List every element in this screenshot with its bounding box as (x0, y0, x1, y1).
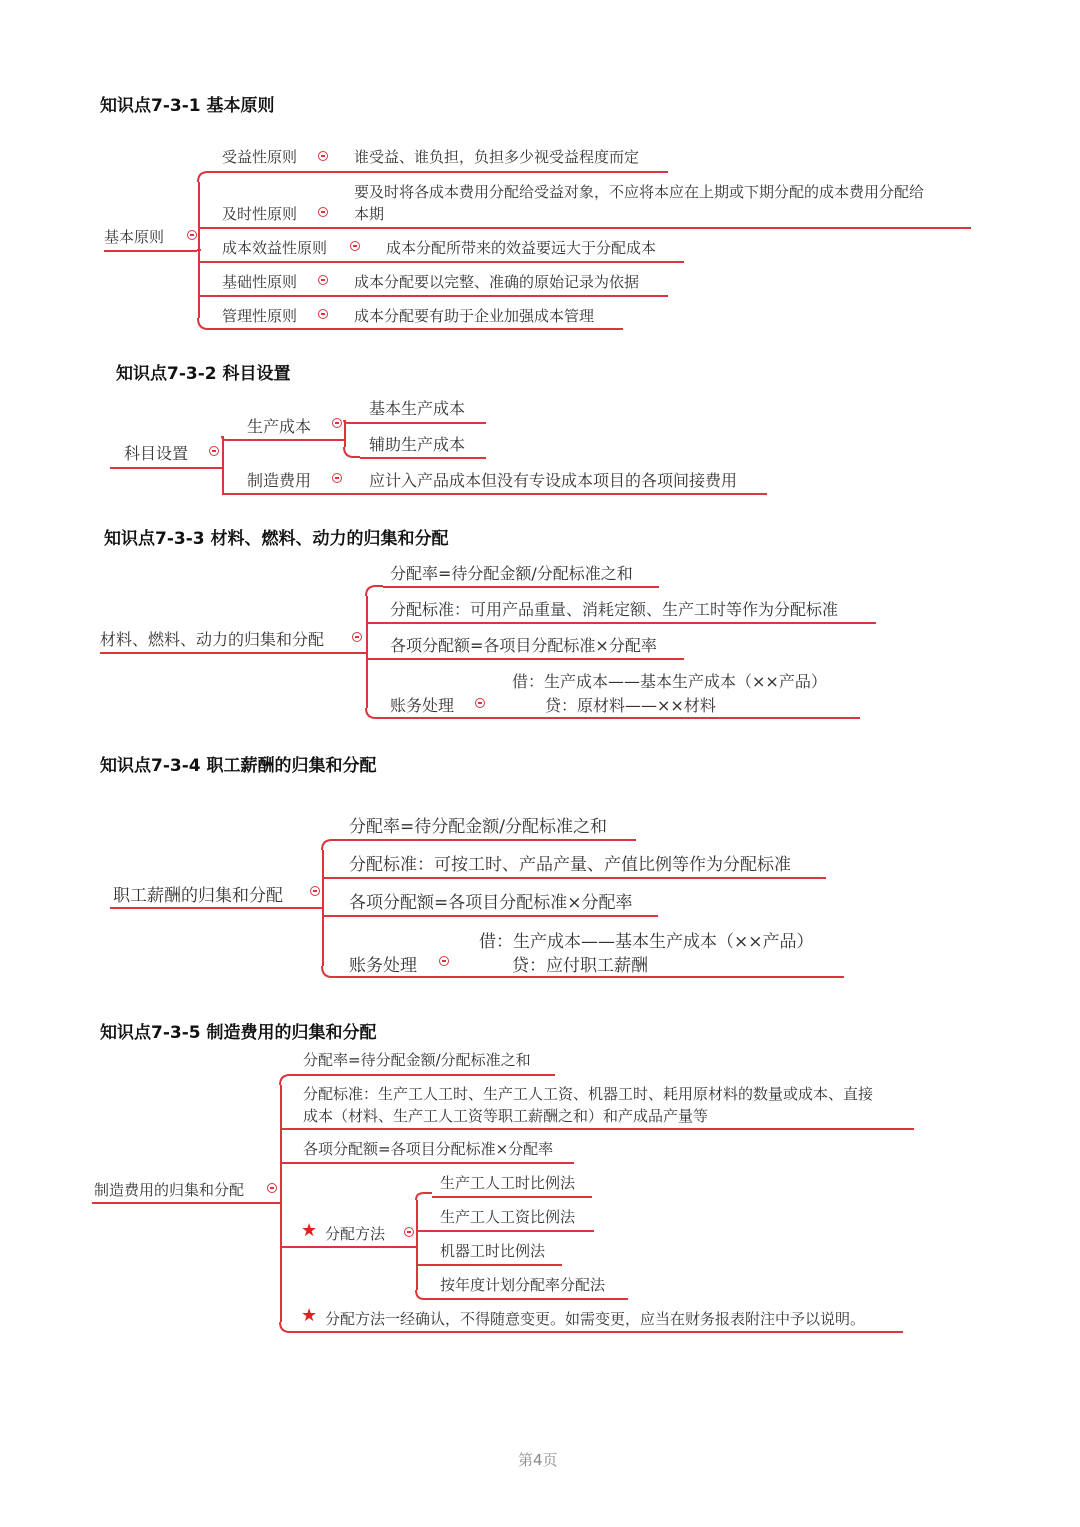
subject-label: 生产成本 (247, 417, 312, 436)
connector-line (366, 622, 876, 624)
connector-line (416, 1264, 562, 1266)
section-heading: 知识点7-3-3 材料、燃料、动力的归集和分配 (104, 529, 449, 549)
journal-credit: 贷：原材料——××材料 (545, 696, 716, 715)
connector-line (280, 1128, 914, 1130)
collapse-icon[interactable] (267, 1183, 277, 1193)
subject-child: 基本生产成本 (369, 399, 466, 418)
collapse-icon[interactable] (439, 956, 449, 966)
principle-desc: 谁受益、谁负担，负担多少视受益程度而定 (354, 148, 640, 166)
connector-line (297, 1074, 555, 1076)
connector-line (280, 1246, 416, 1248)
star-icon: ★ (301, 1305, 318, 1326)
formula-item: 各项分配额=各项目分配标准×分配率 (303, 1140, 554, 1158)
formula-item: 成本（材料、生产工人工资等职工薪酬之和）和产成品产量等 (303, 1107, 709, 1125)
journal-label: 账务处理 (349, 956, 417, 976)
connector-line (340, 976, 844, 978)
connector-line (416, 1230, 594, 1232)
mindmap-root: 材料、燃料、动力的归集和分配 (100, 630, 325, 649)
connector-line (348, 422, 486, 424)
formula-item: 分配标准：可用产品重量、消耗定额、生产工时等作为分配标准 (390, 600, 839, 619)
method-item: 按年度计划分配率分配法 (440, 1276, 606, 1294)
connector-line (198, 261, 684, 263)
section-heading: 知识点7-3-5 制造费用的归集和分配 (100, 1023, 377, 1043)
collapse-icon[interactable] (352, 632, 362, 642)
section-heading: 知识点7-3-1 基本原则 (100, 96, 275, 116)
connector-line (280, 1162, 574, 1164)
collapse-icon[interactable] (318, 151, 328, 161)
page-number: 第4页 (518, 1451, 558, 1469)
collapse-icon[interactable] (332, 473, 342, 483)
collapse-icon[interactable] (475, 698, 485, 708)
note-item: 分配方法一经确认，不得随意变更。如需变更，应当在财务报表附注中予以说明。 (325, 1310, 866, 1328)
connector-line (416, 1200, 418, 1290)
connector-line (100, 652, 366, 654)
journal-debit: 借：生产成本——基本生产成本（××产品） (512, 672, 827, 691)
subject-child: 辅助生产成本 (369, 435, 466, 454)
journal-label: 账务处理 (390, 696, 455, 715)
principle-label: 基础性原则 (222, 273, 298, 291)
connector-line (198, 227, 971, 229)
connector-line (383, 586, 659, 588)
subject-label: 制造费用 (247, 471, 312, 490)
formula-item: 分配标准：生产工人工时、生产工人工资、机器工时、耗用原材料的数量或成本、直接 (303, 1085, 874, 1103)
principle-label: 受益性原则 (222, 148, 298, 166)
collapse-icon[interactable] (318, 275, 328, 285)
mindmap-root: 科目设置 (110, 441, 222, 469)
star-icon: ★ (301, 1220, 318, 1241)
connector-line (216, 171, 668, 173)
connector-line (366, 658, 684, 660)
connector-line (383, 717, 860, 719)
collapse-icon[interactable] (318, 207, 328, 217)
method-item: 生产工人工时比例法 (440, 1174, 576, 1192)
formula-item: 各项分配额=各项目分配标准×分配率 (349, 893, 633, 913)
collapse-icon[interactable] (404, 1227, 414, 1237)
collapse-icon[interactable] (187, 230, 197, 240)
connector-line (340, 839, 636, 841)
principle-desc: 成本分配所带来的效益要远大于分配成本 (386, 239, 657, 257)
connector-line (322, 877, 826, 879)
connector-line (222, 493, 767, 495)
connector-line (432, 1196, 592, 1198)
connector-line (360, 457, 486, 459)
connector-line (366, 596, 368, 708)
connector-line (344, 420, 346, 447)
journal-debit: 借：生产成本——基本生产成本（××产品） (479, 932, 814, 952)
collapse-icon[interactable] (332, 418, 342, 428)
formula-item: 各项分配额=各项目分配标准×分配率 (390, 636, 657, 655)
connector-line (226, 439, 344, 441)
connector-line (322, 850, 324, 966)
connector-line (322, 915, 658, 917)
principle-desc: 要及时将各成本费用分配给受益对象，不应将本应在上期或下期分配的成本费用分配给 (354, 183, 925, 201)
formula-item: 分配率=待分配金额/分配标准之和 (390, 564, 633, 583)
subject-desc: 应计入产品成本但没有专设成本项目的各项间接费用 (369, 471, 738, 490)
formula-item: 分配率=待分配金额/分配标准之和 (303, 1051, 531, 1069)
formula-item: 分配标准：可按工时、产品产量、产值比例等作为分配标准 (349, 855, 791, 875)
principle-label: 及时性原则 (222, 205, 298, 223)
connector-line (222, 436, 224, 494)
method-item: 生产工人工资比例法 (440, 1208, 576, 1226)
principle-desc: 本期 (354, 205, 385, 223)
principle-desc: 成本分配要以完整、准确的原始记录为依据 (354, 273, 640, 291)
collapse-icon[interactable] (318, 309, 328, 319)
principle-label: 管理性原则 (222, 307, 298, 325)
mindmap-root: 基本原则 (104, 226, 197, 252)
connector-line (297, 1331, 903, 1333)
section-heading: 知识点7-3-2 科目设置 (116, 364, 291, 384)
methods-label: 分配方法 (325, 1225, 386, 1243)
connector-line (216, 328, 623, 330)
method-item: 机器工时比例法 (440, 1242, 546, 1260)
formula-item: 分配率=待分配金额/分配标准之和 (349, 817, 607, 837)
principle-desc: 成本分配要有助于企业加强成本管理 (354, 307, 595, 325)
principle-label: 成本效益性原则 (222, 239, 328, 257)
mindmap-root: 职工薪酬的归集和分配 (113, 886, 283, 906)
mindmap-root: 制造费用的归集和分配 (94, 1181, 245, 1199)
collapse-icon[interactable] (209, 446, 219, 456)
section-heading: 知识点7-3-4 职工薪酬的归集和分配 (100, 756, 377, 776)
collapse-icon[interactable] (310, 886, 320, 896)
collapse-icon[interactable] (350, 241, 360, 251)
connector-line (198, 295, 668, 297)
connector-line (280, 1085, 282, 1322)
connector-line (92, 1202, 280, 1204)
connector-line (198, 182, 200, 318)
journal-credit: 贷：应付职工薪酬 (512, 956, 648, 976)
connector-line (432, 1298, 628, 1300)
connector-line (110, 907, 322, 909)
